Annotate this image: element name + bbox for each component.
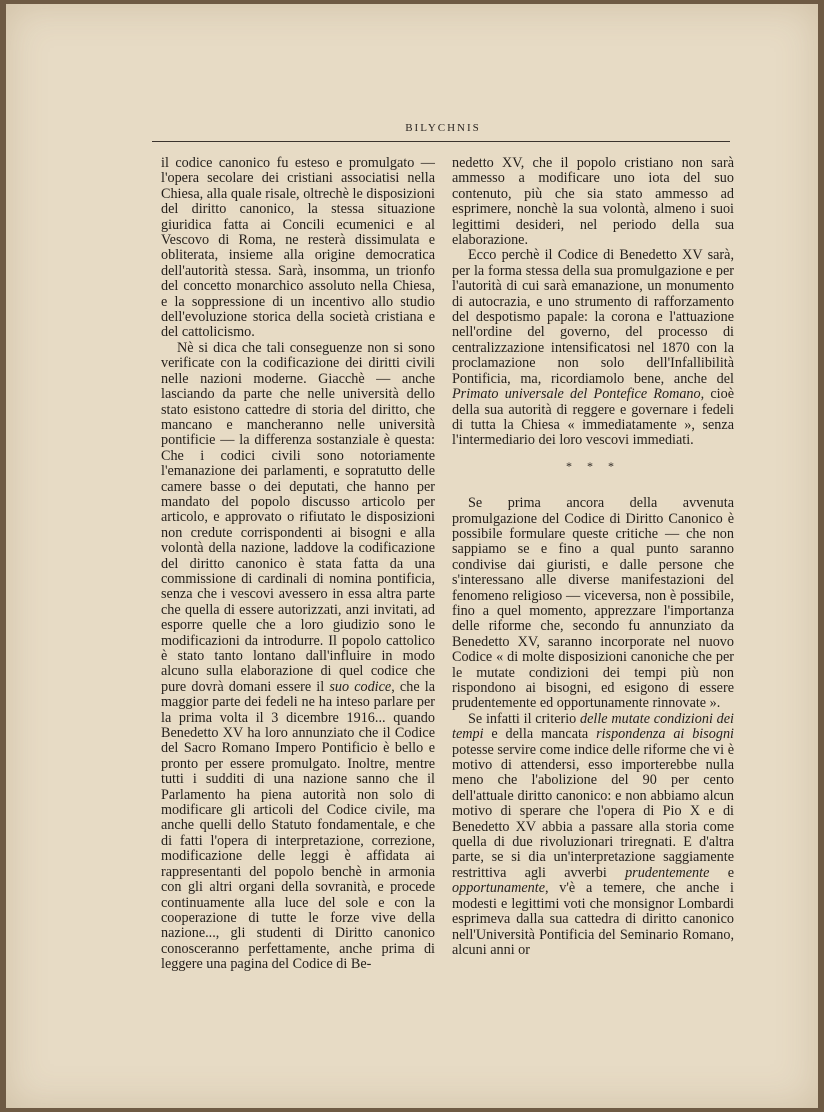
paragraph: il codice canonico fu esteso e promulgato — l'opera secolare dei cristiani associatisi nella Chiesa, alla quale risale, oltrechè le disposizioni del diritto canonico, la stessa situazione giuridica fatta ai Concili ecumenici e al Vescovo di Roma, ne resterà dissimulata e obliterata, insieme alla origine democratica dell'autorità stessa. Sarà, insomma, un trionfo del concetto monarchico assoluto nella Chiesa, e la soppressione di un incentivo allo studio dell'evoluzione storica della società cristiana e del cattolicismo. [161,155,435,341]
page [6,4,818,1108]
left-column [161,156,435,973]
section-separator: * * * [566,458,620,473]
right-column [452,156,734,958]
paragraph: Nè si dica che tali conseguenze non si sono verificate con la codificazione dei diritti civili nelle nazioni moderne. Giacchè — anche lasciando da parte che nelle università dello stato esistono cattedre di storia del diritto, che mancano e mancheranno nelle università pontificie — la differenza sostanziale è questa: Che i codici civili sono notoriamente l'emanazione dei parlamenti, e sopratutto delle camere basse o dei deputati, che hanno per mandato del popolo discusso articolo per articolo, e approvato o rifiutato le disposizioni non credute corrispondenti ai bisogni e alla volontà della nazione, laddove la codificazione del diritto canonico è stata fatta da una commissione di cardinali di nomina pontificia, senza che i vescovi avessero in essa altra parte che quella di essere autorizzati, anzi invitati, ad esporre quelle che a loro giudizio sono le modificazioni da introdurre. Il popolo cattolico è stato tanto lontano dall'influire in modo alcuno sulla elaborazione di quel codice che pure dovrà domani essere il suo codice, che la maggior parte dei fedeli ne ha inteso parlare per la prima volta il 3 dicembre 1916... quando Benedetto XV ha loro annunziato che il Codice del Sacro Romano Impero Pontificio è bello e pronto per essere promulgato. Inoltre, mentre tutti i sudditi di una nazione sanno che il Parlamento ha piena autorità non solo di modificare gli articoli del Codice civile, ma anche quelli dello Statuto fondamentale, e che di fatti l'opera di interpretazione, correzione, modificazione delle leggi è affidata ai rappresentanti del popolo benchè in armonia con gli altri organi della sovranità, e procede continuamente alla luce del sole e con la cooperazione di tutte le forze vive della nazione..., gli studenti di Diritto canonico conosceranno perfettamente, anche prima di leggere una pagina del Codice di Be- [161,339,436,973]
paragraph: nedetto XV, che il popolo cristiano non sarà ammesso a modificare uno iota del suo contenuto, più che sia stato ammesso ad esprimere, nonchè la sua volontà, almeno i suoi legittimi desideri, nel periodo della sua elaborazione. [452,155,734,249]
running-header: BILYCHNIS [405,122,481,134]
paragraph: Se infatti il criterio delle mutate condizioni dei tempi e della mancata rispondenza ai bisogni potesse servire come indice delle riforme che vi è motivo di attendersi, esso importerebbe nulla meno che l'abolizione del 90 per cento dell'attuale diritto canonico: e non abbiamo alcun motivo di sperare che l'opera di Pio X e di Benedetto XV abbia a passare alla storia come quella di due rivoluzionari triregnati. E d'altra parte, se si dia un'interpretazione saggiamente restrittiva agli avverbi prudentemente e opportunamente, v'è a temere, che anche i modesti e legittimi voti che monsignor Lombardi esprimeva dalla sua cattedra di diritto canonico nell'Università Pontificia del Seminario Romano, alcuni anni or [452,710,734,958]
paragraph: Se prima ancora della avvenuta promulgazione del Codice di Diritto Canonico è possibile formulare queste critiche — che non sappiamo se e fino a qual punto saranno condivise dai giuristi, e dalle persone che s'interessano alle diverse manifestazioni del fenomeno religioso — viceversa, non è possibile, fino a quel momento, apprezzare l'importanza delle riforme che, secondo fu annunziato da Benedetto XV, saranno incorporate nel nuovo Codice « di molte disposizioni canoniche che per le mutate condizioni dei tempi più non rispondono ai bisogni, ed esigono di essere prudentemente ed opportunamente rinnovate ». [452,495,734,712]
header-rule [152,141,730,142]
paragraph: Ecco perchè il Codice di Benedetto XV sarà, per la forma stessa della sua promulgazione e per l'autorità di cui sarà emanazione, un monumento di autocrazia, e uno strumento di rafforzamento del despotismo papale: la corona e l'attuazione nell'ordine del governo, del processo di centralizzazione intensificatosi nel 1870 con la proclamazione non solo dell'Infallibilità Pontificia, ma, ricordiamolo bene, anche del Primato universale del Pontefice Romano, cioè della sua autorità di reggere e governare i fedeli di tutta la Chiesa « immediatamente », senza l'intermediario dei loro vescovi immediati. [452,247,734,449]
